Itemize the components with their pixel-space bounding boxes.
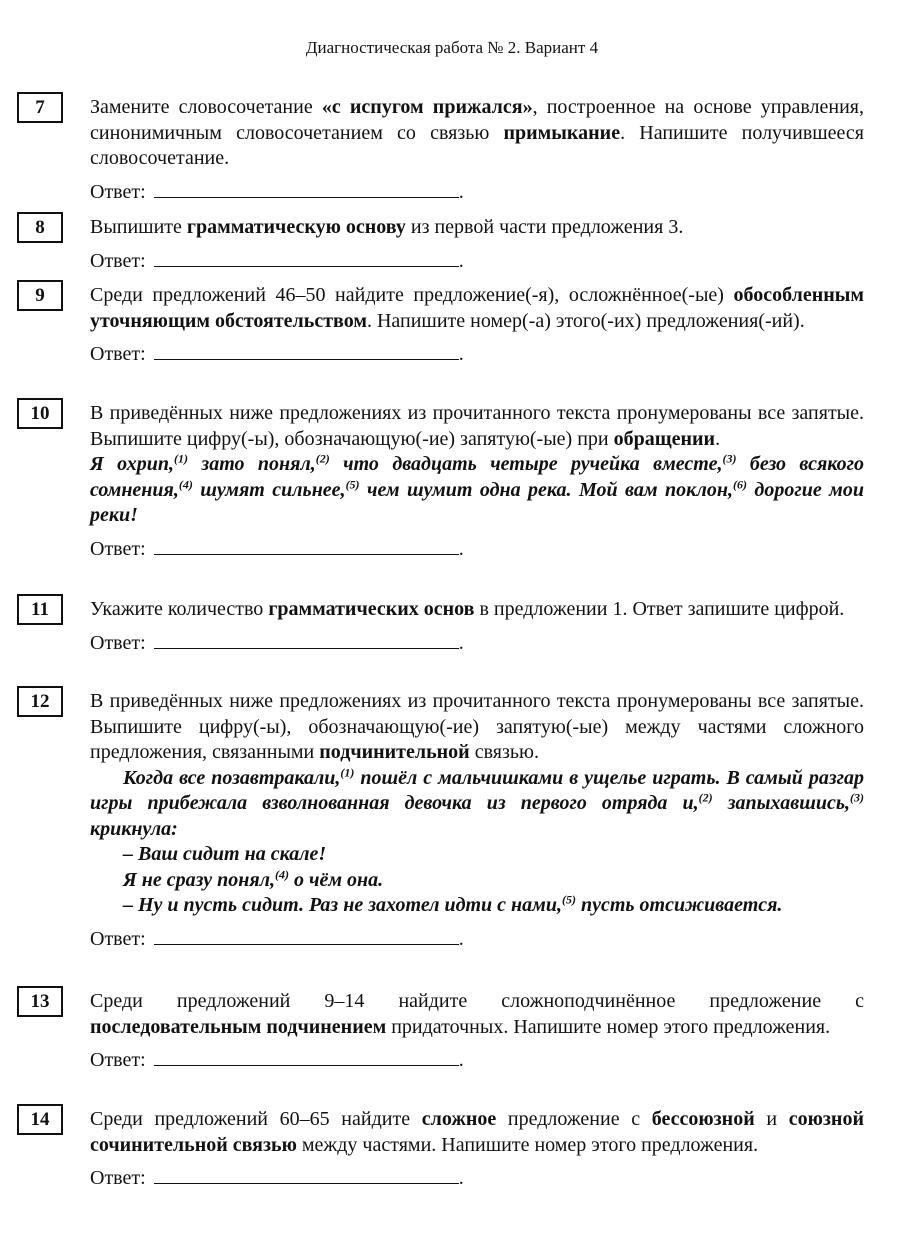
bold-term: грамматическую основу bbox=[186, 216, 406, 238]
task-body bbox=[90, 401, 864, 562]
comma-marker: (4) bbox=[178, 476, 193, 491]
bold-term: примыкание bbox=[503, 121, 621, 144]
text-run: Среди предложений 46–50 найдите предложение(-я), осложнённое(-ые) bbox=[90, 284, 734, 306]
example-run: – Ну и пусть сидит. Раз не захотел идти с нами, bbox=[123, 894, 562, 916]
answer-row bbox=[90, 629, 864, 656]
question-text bbox=[90, 597, 864, 623]
answer-label: Ответ: bbox=[90, 927, 146, 950]
answer-row bbox=[90, 340, 864, 367]
bold-term: подчинительной bbox=[319, 741, 470, 763]
bold-term: бессоюзной bbox=[651, 1108, 755, 1130]
text-run: между частями. Напишите номер этого предложения. bbox=[296, 1133, 759, 1156]
answer-row bbox=[90, 1164, 864, 1191]
page-header: Диагностическая работа № 2. Вариант 4 bbox=[305, 38, 599, 57]
text-run: предложение с bbox=[496, 1108, 652, 1130]
answer-field[interactable] bbox=[154, 178, 459, 198]
comma-marker: (2) bbox=[315, 451, 330, 466]
text-run: В приведённых ниже предложениях из прочитанного текста пронумерованы все запятые. Выпишите цифру(-ы), обозначающую(-ие) запятую(-ые) при bbox=[90, 402, 864, 450]
answer-label: Ответ: bbox=[90, 537, 146, 560]
answer-row bbox=[90, 535, 864, 562]
text-run: Выпишите bbox=[90, 216, 187, 238]
example-run: чем шумит одна река. Мой вам поклон, bbox=[359, 478, 733, 501]
answer-label: Ответ: bbox=[90, 1167, 146, 1189]
answer-row bbox=[90, 247, 864, 274]
answer-field[interactable] bbox=[154, 535, 459, 555]
answer-field[interactable] bbox=[154, 247, 459, 267]
example-run: безо всякого сомнения, bbox=[90, 453, 865, 501]
text-run: придаточных. Напишите номер этого предложения. bbox=[386, 1015, 831, 1038]
example-run: пусть отсиживается. bbox=[575, 894, 783, 916]
answer-label: Ответ: bbox=[90, 249, 146, 272]
answer-row bbox=[90, 1046, 864, 1073]
example-run: зато понял, bbox=[188, 453, 316, 475]
comma-marker: (2) bbox=[698, 790, 713, 805]
task-body bbox=[90, 689, 864, 952]
task-number: 12 bbox=[17, 686, 63, 717]
text-run: и bbox=[754, 1108, 789, 1130]
answer-label: Ответ: bbox=[90, 1049, 146, 1071]
bold-term: грамматических основ bbox=[268, 598, 475, 620]
comma-marker: (5) bbox=[345, 476, 360, 491]
answer-period: . bbox=[458, 343, 464, 365]
answer-label: Ответ: bbox=[90, 343, 146, 365]
bold-term: сложное bbox=[421, 1108, 497, 1130]
example-run: о чём она. bbox=[288, 868, 384, 891]
example-run: – Ваш сидит на скале! bbox=[123, 843, 327, 865]
text-run: , построенное на основе управления, синонимичным словосочетанием со связью bbox=[90, 96, 864, 144]
task-body bbox=[90, 989, 864, 1073]
task-number: 14 bbox=[17, 1104, 63, 1135]
answer-period: . bbox=[458, 631, 464, 654]
answer-label: Ответ: bbox=[90, 180, 146, 203]
text-run: В приведённых ниже предложениях из прочитанного текста пронумерованы все запятые. Выпишите цифру(-ы), обозначающую(-ие) запятую(-ые) между частями сложного предложения, связанными bbox=[90, 690, 864, 763]
example-run: Когда все позавтракали, bbox=[123, 766, 341, 789]
comma-marker: (3) bbox=[722, 451, 737, 466]
task-number: 11 bbox=[17, 594, 63, 625]
bold-term: обращении bbox=[613, 427, 716, 450]
bold-term: последовательным подчинением bbox=[90, 1015, 387, 1038]
example-run: запыхавшись, bbox=[712, 792, 850, 814]
bold-term: «с испугом прижался» bbox=[321, 96, 533, 118]
task-number: 7 bbox=[17, 92, 63, 123]
task-body bbox=[90, 95, 864, 205]
comma-marker: (6) bbox=[733, 476, 747, 491]
task-body bbox=[90, 1107, 864, 1191]
answer-period: . bbox=[458, 180, 464, 203]
task-number: 10 bbox=[17, 398, 63, 429]
example-text bbox=[90, 452, 864, 529]
task-body bbox=[90, 597, 864, 656]
example-paragraph bbox=[90, 766, 864, 843]
example-run: Я не сразу понял, bbox=[123, 868, 275, 891]
text-run: Укажите количество bbox=[90, 598, 269, 620]
answer-period: . bbox=[458, 249, 464, 272]
answer-row bbox=[90, 178, 864, 205]
task-number: 9 bbox=[17, 280, 63, 311]
task-body bbox=[90, 215, 864, 274]
question-text bbox=[90, 1107, 864, 1158]
example-paragraph bbox=[90, 893, 864, 919]
question-text bbox=[90, 401, 864, 452]
task-body bbox=[90, 283, 864, 367]
comma-marker: (4) bbox=[274, 866, 289, 881]
answer-period: . bbox=[458, 1049, 464, 1071]
example-run: шумят сильнее, bbox=[192, 478, 346, 501]
example-run: дорогие мои реки! bbox=[90, 478, 864, 526]
question-text bbox=[90, 689, 864, 766]
text-run: из первой части предложения 3. bbox=[405, 216, 684, 238]
comma-marker: (1) bbox=[340, 764, 355, 779]
comma-marker: (5) bbox=[561, 892, 576, 907]
text-run: . Напишите получившееся словосочетание. bbox=[90, 121, 864, 169]
example-paragraph bbox=[90, 842, 864, 868]
answer-period: . bbox=[458, 1167, 464, 1189]
question-text bbox=[90, 989, 864, 1040]
text-run: Замените словосочетание bbox=[90, 96, 322, 118]
answer-field[interactable] bbox=[154, 1164, 459, 1184]
comma-marker: (1) bbox=[174, 451, 189, 466]
question-text bbox=[90, 283, 864, 334]
answer-period: . bbox=[458, 537, 464, 560]
example-run: Я охрип, bbox=[90, 453, 175, 475]
text-run: . Напишите номер(-а) этого(-их) предложения(-ий). bbox=[366, 309, 805, 332]
comma-marker: (3) bbox=[850, 790, 864, 805]
answer-label: Ответ: bbox=[90, 631, 146, 654]
answer-field[interactable] bbox=[154, 340, 459, 360]
answer-field[interactable] bbox=[154, 925, 459, 945]
question-text bbox=[90, 95, 864, 172]
text-run: Среди предложений 9–14 найдите сложноподчинённое предложение с bbox=[90, 990, 864, 1012]
example-run: крикнула: bbox=[90, 817, 178, 840]
answer-row bbox=[90, 925, 864, 952]
task-number: 13 bbox=[17, 986, 63, 1017]
answer-field[interactable] bbox=[154, 1046, 459, 1066]
example-run: пошёл с мальчишками в ущелье играть. В самый разгар игры прибежала взволнованная девочка из первого отряда и, bbox=[90, 766, 864, 814]
bold-term: обособленным уточняющим обстоятельством bbox=[90, 284, 864, 332]
example-paragraph bbox=[90, 868, 864, 894]
text-run: . bbox=[715, 427, 721, 450]
task-number: 8 bbox=[17, 212, 63, 243]
answer-period: . bbox=[458, 927, 464, 950]
question-text bbox=[90, 215, 864, 241]
example-run: что двадцать четыре ручейка вместе, bbox=[329, 453, 723, 475]
answer-field[interactable] bbox=[154, 629, 459, 649]
text-run: Среди предложений 60–65 найдите bbox=[90, 1108, 422, 1130]
text-run: в предложении 1. Ответ запишите цифрой. bbox=[474, 598, 845, 620]
text-run: связью. bbox=[469, 741, 539, 763]
bold-term: союзной сочинительной связью bbox=[90, 1108, 864, 1156]
